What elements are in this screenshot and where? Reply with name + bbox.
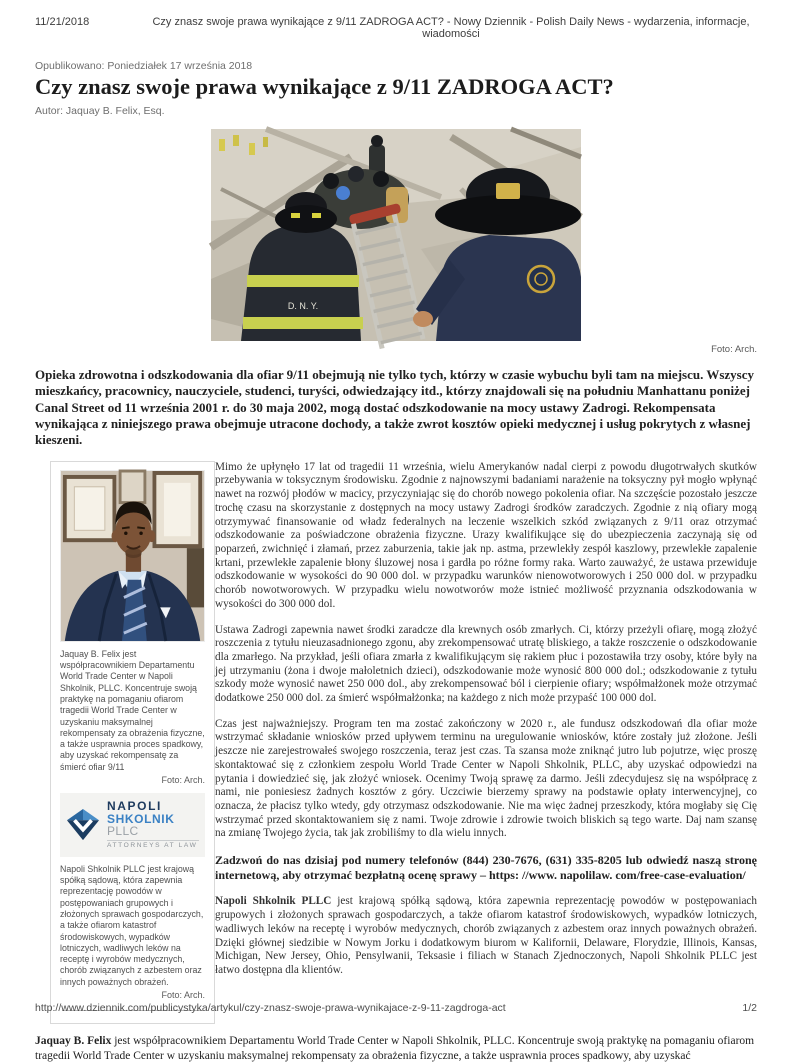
article-paragraph: Ustawa Zadrogi zapewnia nawet środki zaradcze dla krewnych osób zmarłych. Ci, którzy przeżyli ofiarę, mogą złożyć roszczenia z tytułu nieuzasadnionego zgonu, aby zrekompensować utratę bliskiego, a także roszczenie o odszkodowanie dla zmarłego. Na przykład, jeśli ofiara zmarła z kwalifikującym się rakiem płuc i pozostawiła trzy osoby, które były na jej utrzymaniu (żona i dwoje małoletnich dzieci), odszkodowanie może wynosić 800 000 dol.; odszkodowanie z tytułu szkody może wynosić nawet 250 000 dol., aby zrekompensować ból i cierpienie ofiary; współmałżonek może otrzymać dodatkowe 250 000 dol. za śmierć współmałżonka; na każdego z nich może przypaść 100 000 dol.	[215, 623, 757, 705]
outro-paragraph	[35, 1034, 757, 1063]
logo-text	[107, 800, 199, 850]
firm-paragraph	[215, 895, 757, 977]
published-line: Opublikowano: Poniedziałek 17 września 2018	[35, 60, 253, 72]
logo-word-shkolnik: SHKOLNIK	[107, 811, 175, 826]
napoli-shkolnik-logo	[60, 793, 205, 857]
main-photo-credit: Foto: Arch.	[711, 343, 757, 355]
logo-word-pllc: PLLC	[107, 824, 139, 839]
article-paragraph: Mimo że upłynęło 17 lat od tragedii 11 września, wielu Amerykanów nadal cierpi z powodu długotrwałych skutków przebywania w toksycznym środowisku. Zgodnie z najnowszymi badaniami narażenie na toksyczny pył mogło wpłynąć nawet na rozwój płodów w macicy, przyczyniając się do chorób nowego pokolenia ofiar. Na szczęście pozostało jeszcze trochę czasu na skorzystanie z dostępnych na mocy ustawy Zadrogi środków zaradczych. Zgodnie z nią ofiary mogą otrzymywać finansowanie od władz federalnych na leczenie wszelkich szkód związanych z 9/11 oraz otrzymać odszkodowanie za poświadczone obrażenia fizyczne. Urazy kwalifikujące się do ubezpieczenia zaczynają się od poparzeń, zwichnięć i złamań, przez zaburzenia, takie jak np. astma, przewlekły zespół kaszlowy, przewlekłe zapalenie krtani, przewlekłe zapalenie błony śluzowej nosa i gardła po różne formy raka. Warto zauważyć, że ustawa przewiduje odszkodowanie w wysokości do 90 000 dol. w przypadku warunków nienowotworowych i 250 000 dol. w przypadku chorób nowotworowych. W przypadku wielu nowotworów może istnieć możliwość przyznania odszkodowania w wysokości do 300 000 dol.	[215, 460, 757, 610]
logo-word-napoli: NAPOLI	[107, 799, 162, 814]
attorney-portrait-photo	[60, 470, 205, 642]
article-content	[35, 60, 757, 1063]
lead-paragraph: Opieka zdrowotna i odszkodowania dla ofiar 9/11 obejmują nie tylko tych, którzy w czasie wybuchu byli tam na miejscu. Wszyscy mieszkańcy, pracownicy, nauczyciele, studenci, turyści, odwiedzający itd., którzy znajdowali się na południu Manhattanu poniżej Canal Street od 11 września 2001 r. do 30 maja 2002, mogą dostać odszkodowanie na mocy ustawy Zadrogi. Rekompensata wynikająca z niniejszego prawa obejmuje utracone dochody, a także zwrot kosztów opieki medycznej i usług pokrytych z własnej kieszeni.	[35, 366, 754, 448]
print-footer	[35, 1002, 757, 1014]
jacket-lettering: D. N. Y.	[287, 300, 319, 311]
outro-text: jest współpracownikiem Departamentu World Trade Center w Napoli Shkolnik, PLLC. Koncentruje swoją praktykę na pomaganiu ofiarom tragedii World Trade Center w uzyskaniu maksymalnej rekompensaty za obrażenia fizyczne, a także usprawnia proces spadkowy, aby uzyskać	[35, 1035, 755, 1062]
page-number: 1/2	[742, 1002, 757, 1014]
ground-zero-photo-illustration	[211, 129, 581, 341]
logo-caption: Napoli Shkolnik PLLC jest krajową spółką sądową, która zapewnia reprezentację powodów w postępowaniach grupowych i złożonych sprawach gospodarczych, a także ofiarom katastrof środowiskowych, wypadków lotniczych, wadliwych leków na receptę i wyrobów medycznych, chorób związanych z azbestem oraz innych poważnych obrażeń.	[60, 863, 204, 987]
firm-description: jest krajową spółką sądową, która zapewnia reprezentację powodów w postępowaniach grupowych i złożonych sprawach gospodarczych, a także ofiarom katastrof środowiskowych, wypadków lotniczych, wadliwych leków na receptę i wyrobów medycznych, chorób związanych z azbestem oraz innych poważnych obrażeń. Dzięki głównej siedzibie w Nowym Jorku i dodatkowym biurom w Kalifornii, Delaware, Florydzie, Illinois, Kansas, Michigan, New Jersey, Ohio, Pensylwanii, Teksasie i filiach w Stanach Zjednoczonych, Napoli Shkolnik PLLC jest łatwo dostępna dla klientów.	[215, 895, 757, 976]
author-name-bold: Jaquay B. Felix	[35, 1035, 112, 1048]
portrait-caption: Jaquay B. Felix jest współpracownikiem Departamentu World Trade Center w Napoli Shkolnik, PLLC. Koncentruje swoją praktykę na pomaganiu ofiarom tragedii World Trade Center w uzyskaniu maksymalnej rekompensaty za obrażenia fizyczne, a także usprawnia proces spadkowy, aby uzyskać rekompensatę za śmierć ofiar 9/11	[60, 648, 205, 772]
print-header	[0, 0, 792, 40]
firm-name-bold: Napoli Shkolnik PLLC	[215, 895, 332, 908]
logo-diamond-icon	[66, 808, 100, 842]
logo-photo-credit: Foto: Arch.	[161, 990, 205, 1001]
footer-url: http://www.dziennik.com/publicystyka/artykul/czy-znasz-swoje-prawa-wynikajace-z-9-11-zagdroga-act	[35, 1002, 506, 1014]
sidebar	[35, 461, 215, 1024]
print-date: 11/21/2018	[35, 16, 90, 28]
article-title: Czy znasz swoje prawa wynikające z 9/11 ZADROGA ACT?	[35, 74, 614, 99]
main-column	[215, 461, 757, 978]
contact-paragraph: Zadzwoń do nas dzisiaj pod numery telefonów (844) 230-7676, (631) 335-8205 lub odwiedź naszą stronę internetową, aby otrzymać bezpłatną ocenę sprawy – https: //www. napolilaw. com/free-case-evaluation/	[215, 853, 757, 883]
portrait-photo-credit: Foto: Arch.	[161, 775, 205, 786]
sidebar-box	[50, 461, 215, 1024]
two-column-layout	[35, 461, 757, 1024]
logo-word-shkolnik-pllc	[107, 813, 199, 838]
ground-zero-photo	[211, 129, 581, 341]
article-paragraph: Czas jest najważniejszy. Program ten ma zostać zakończony w 2020 r., ale fundusz odszkodowań dla ofiar może wstrzymać składanie wniosków przed upływem terminu na uregulowanie wniosków, które zostały już złożone. Jeśli jeszcze nie zarejestrowałeś swojego roszczenia, teraz jest czas. Ta szansa może zniknąć jutro lub pojutrze, więc proszę skontaktować się z członkiem zespołu World Trade Center w Napoli Shkolnik, PLLC, aby uzyskać odpowiedzi na pytania i dowiedzieć się, jak złożyć wniosek. Ocenimy Twoją sprawę za darmo. Jeśli zdecydujesz się na współpracę z nami, nie poniesiesz żadnych kosztów z góry. Uczciwie bierzemy sprawy na podstawie opłaty interwencyjnej, co oznacza, że płacisz tylko wtedy, gdy otrzymasz odszkodowanie. Nie ma więc żadnej przeszkody, która mogłaby się Cię wstrzymać przed skontaktowaniem się z nami. Twoje zdrowie i zdrowie twoich bliskich są tego warte. Daj nam szansę na zmianę Twojego życia, tak jak zrobiliśmy to dla wielu innych.	[215, 717, 757, 840]
author-line: Autor: Jaquay B. Felix, Esq.	[35, 104, 165, 117]
logo-tagline: ATTORNEYS AT LAW	[107, 841, 198, 849]
print-title: Czy znasz swoje prawa wynikające z 9/11 ZADROGA ACT? - Nowy Dziennik - Polish Daily News - wydarzenia, informacje, wiadomości	[152, 16, 750, 40]
